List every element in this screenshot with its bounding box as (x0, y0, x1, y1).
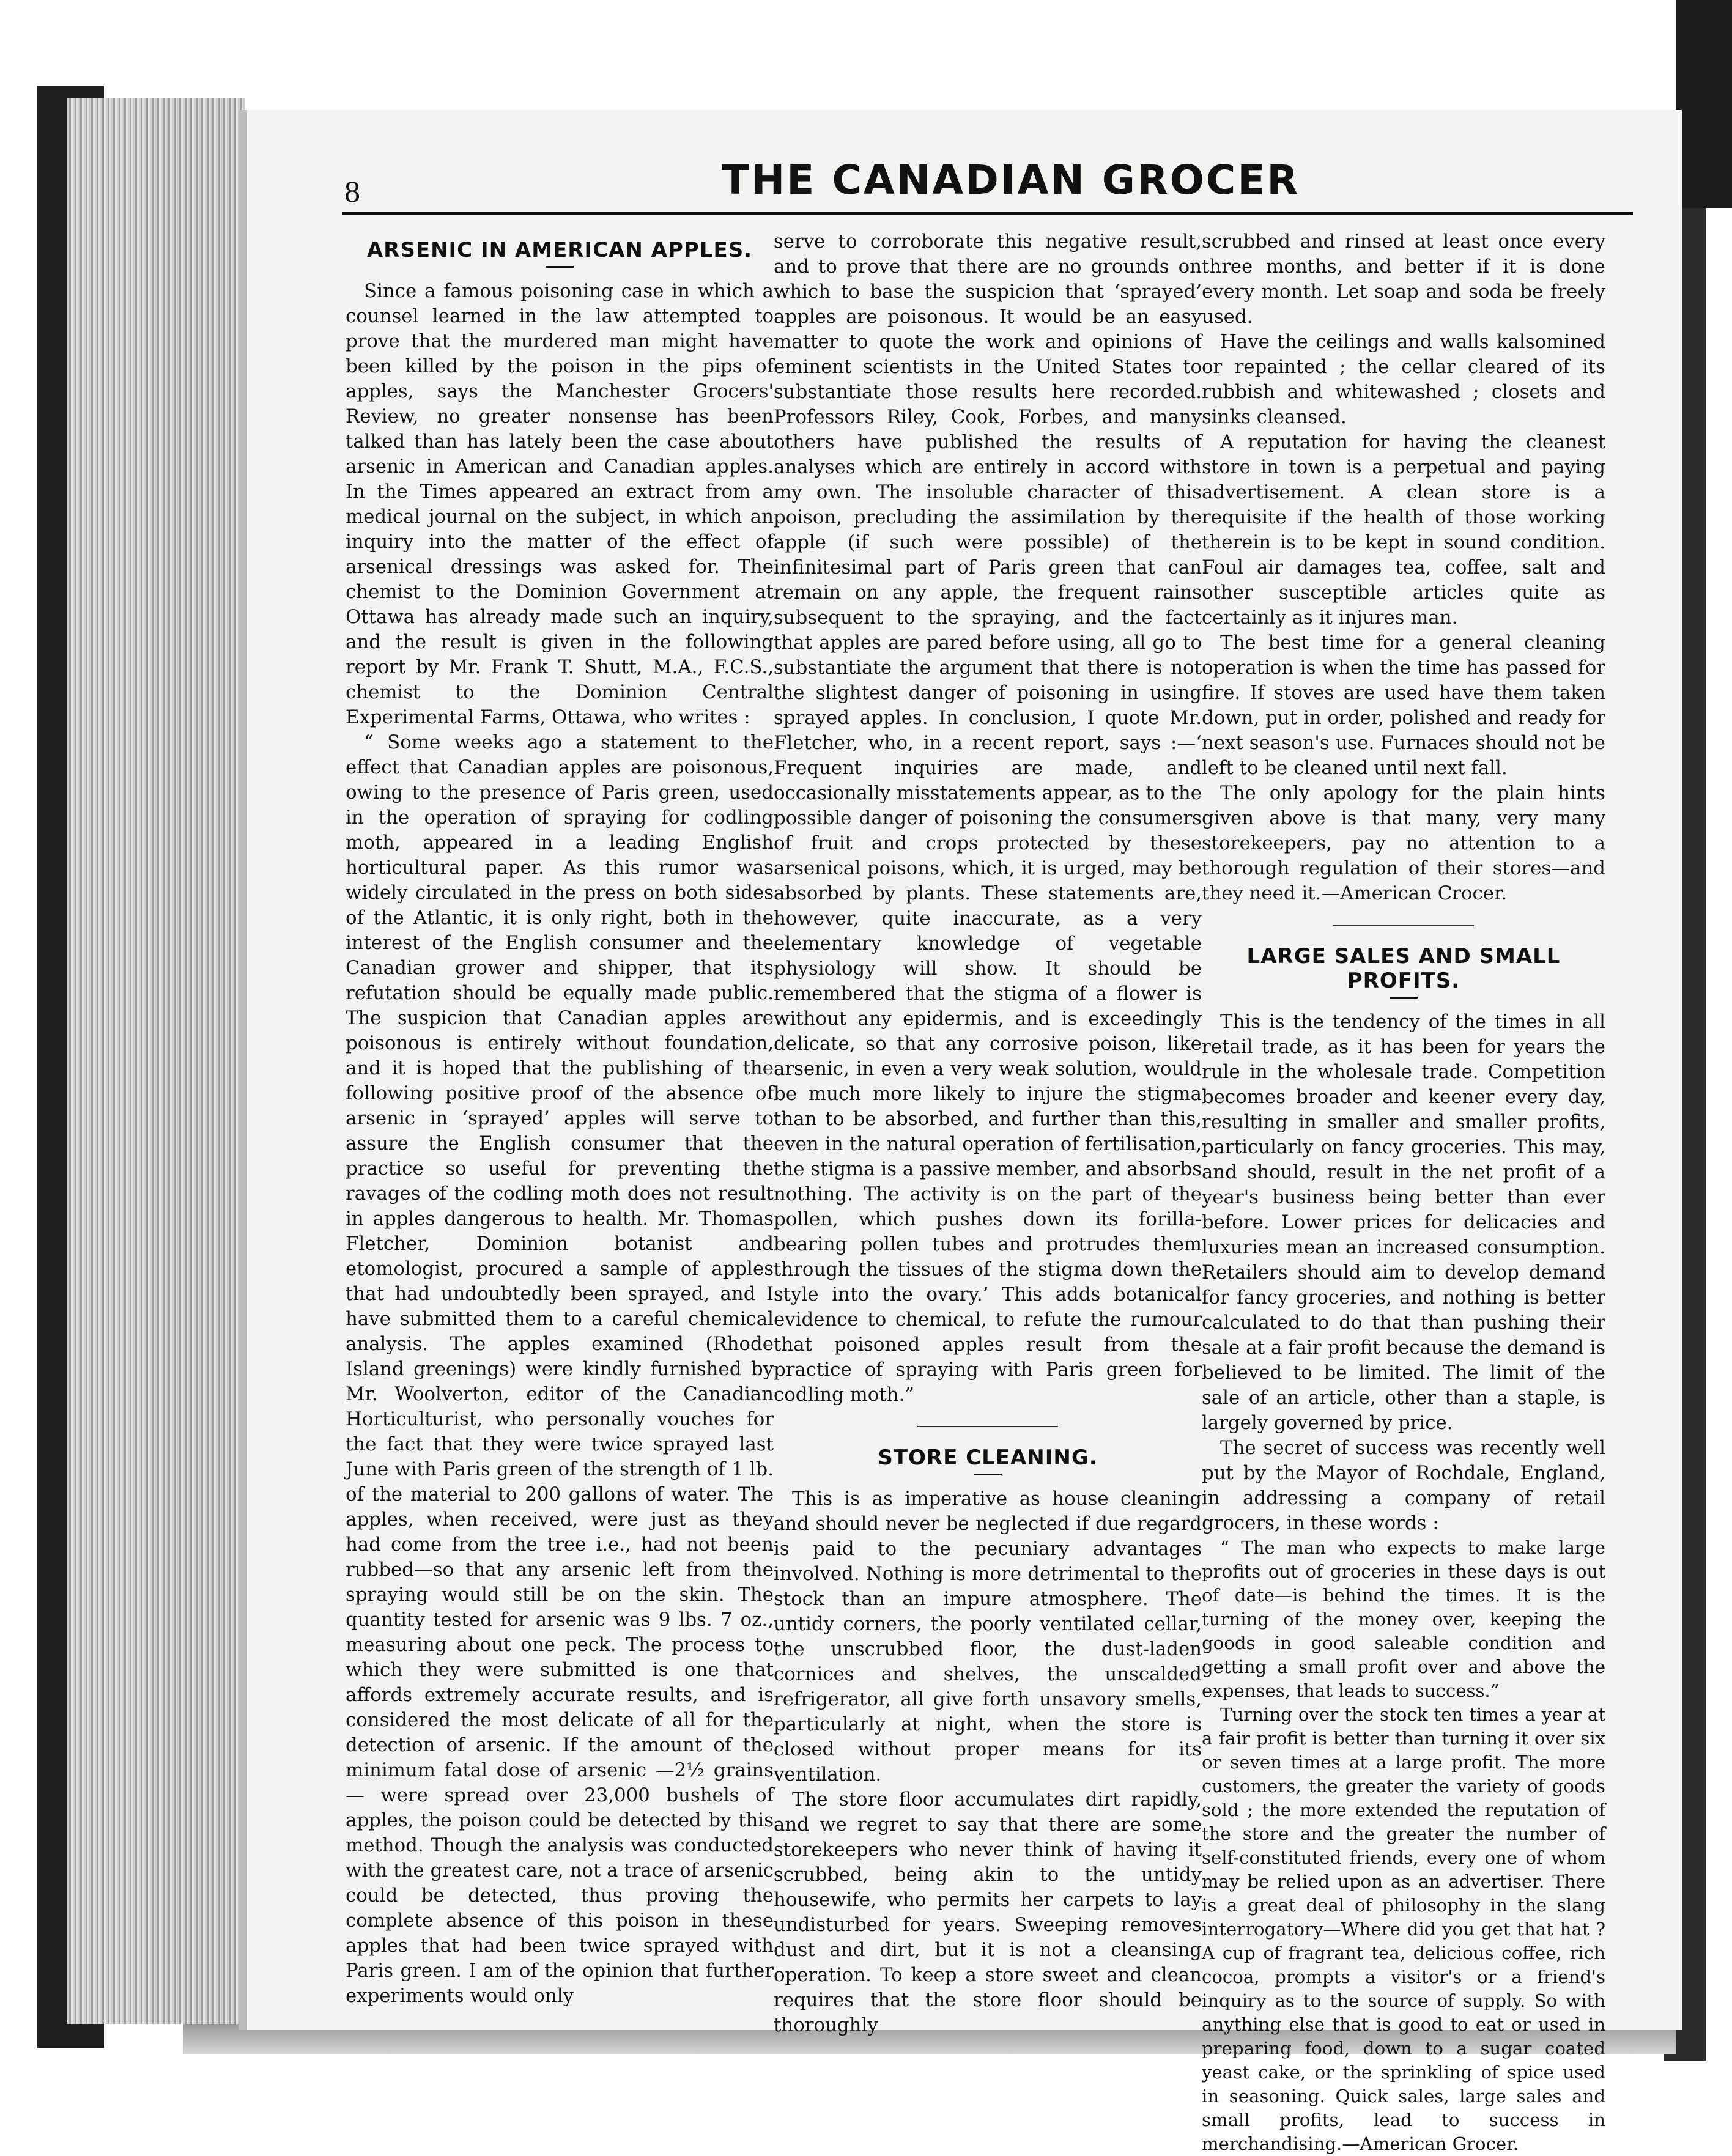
section-divider (917, 1426, 1058, 1427)
article-paragraph: Have the ceilings and walls kalsomined or repainted ; the cellar cleared of its rubbish and whitewashed ; closets and sinks cleansed. (1202, 331, 1605, 428)
book-page-stack (67, 98, 245, 2024)
article-paragraph: Since a famous poisoning case in which a counsel learned in the law attempted to prove that the murdered man might have been killed by the poison in the pips of apples, says the Manchester Grocers' Review, no greater nonsense has been talked than has lately been the case about arsenic in American and Canadian apples. In the Times appeared an extract from a medical journal on the subject, in which an inquiry into the matter of the effect of arsenical dressings was asked for. The chemist to the Dominion Government at Ottawa has already made such an inquiry, and the result is given in the following report by Mr. Frank T. Shutt, M.A., F.C.S., chemist to the Dominion Central Experimental Farms, Ottawa, who writes : (346, 280, 774, 728)
article-paragraph: The secret of success was recently well put by the Mayor of Rochdale, England, in addressing a company of retail grocers, in these words : (1202, 1437, 1605, 1534)
column-2 (774, 229, 1202, 2038)
article-paragraph: The store floor accumulates dirt rapidly, and we regret to say that there are some storekeepers who never think of having it scrubbed, being akin to the untidy housewife, who permits her carpets to lay undisturbed for years. Sweeping removes dust and dirt, but it is not a cleansing operation. To keep a store sweet and clean requires that the store floor should be thoroughly (774, 1789, 1202, 2036)
scan-corner-shadow (1676, 0, 1732, 208)
title-rule (974, 1474, 1002, 1475)
article-title-arsenic: ARSENIC IN AMERICAN APPLES. (366, 238, 753, 262)
article-paragraph-continued: scrubbed and rinsed at least once every three months, and better if it is done every month. Let soap and soda be freely used. (1202, 231, 1605, 328)
article-title-store-cleaning: STORE CLEANING. (878, 1445, 1098, 1470)
article-paragraph: The best time for a general cleaning operation is when the time has passed for fire. If stoves are used have them taken down, put in order, polished and ready for next season's use. Furnaces should not be left to be cleaned until next fall. (1202, 632, 1605, 779)
article-paragraph: This is as imperative as house cleaning and should never be neglected if due regard is paid to the pecuniary advantages involved. Nothing is more detrimental to the stock than an impure atmosphere. The untidy corners, the poorly ventilated cellar, the unscrubbed floor, the dust-laden cornices and shelves, the unscalded refrigerator, all give forth unsavory smells, particularly at night, when the store is closed without proper means for its ventilation. (774, 1488, 1202, 1785)
article-paragraph-continued: serve to corroborate this negative result, and to prove that there are no grounds on which to base the suspicion that ‘sprayed’ apples are poisonous. It would be an easy matter to quote the work and opinions of eminent scientists in the United States to substantiate those results here recorded. Professors Riley, Cook, Forbes, and many others have published the results of analyses which are entirely in accord with my own. The insoluble character of this poison, precluding the assimilation by the apple (if such were possible) of the infinitesimal part of Paris green that can remain on any apple, the frequent rains subsequent to the spraying, and the fact that apples are pared before using, all go to substantiate the argument that there is not the slightest danger of poisoning in using sprayed apples. In conclusion, I quote Mr. Fletcher, who, in a recent report, says :—‘ Frequent inquiries are made, and occasionally misstatements appear, as to the possible danger of poisoning the consumers of fruit and crops protected by these arsenical poisons, which, it is urged, may be absorbed by plants. These statements are, however, quite inaccurate, as a very elementary knowledge of vegetable physiology will show. It should be remembered that the stigma of a flower is without any epidermis, and is exceedingly delicate, so that any corrosive poison, like arsenic, in even a very weak solution, would be much more likely to injure the stigma than to be absorbed, and further than this, even in the natural operation of fertilisation, the stigma is a passive member, and absorbs nothing. The activity is on the part of the pollen, which pushes down its forilla-bearing pollen tubes and protrudes them through the tissues of the stigma down the style into the ovary.’ This adds botanical evidence to chemical, to refute the rumour that poisoned apples result from the practice of spraying with Paris green for codling moth.” (774, 231, 1202, 1406)
article-title-large-sales: LARGE SALES AND SMALL PROFITS. (1246, 944, 1561, 993)
column-1 (346, 229, 774, 2009)
page-number: 8 (344, 177, 361, 209)
section-divider (1333, 925, 1474, 926)
masthead: THE CANADIAN GROCER (722, 157, 1300, 204)
column-3 (1202, 229, 1605, 2156)
title-rule (1390, 997, 1418, 999)
article-paragraph: The only apology for the plain hints given above is that many, very many storekeepers, pay no attention to a thorough regulation of their stores—and they need it.—American Crocer. (1202, 782, 1605, 904)
article-paragraph: A reputation for having the cleanest store in town is a perpetual and paying advertisement. A clean store is a requisite if the health of those working therein is to be kept in sound condition. Foul air damages tea, coffee, salt and other susceptible articles quite as certainly as it injures man. (1202, 431, 1605, 629)
header-rule (342, 212, 1633, 215)
quoted-paragraph: “ The man who expects to make large profits out of groceries in these days is out of date—is behind the times. It is the turning of the money over, keeping the goods in good saleable condition and getting a small profit over and above the expenses, that leads to success.” (1202, 1537, 1605, 1701)
article-paragraph: This is the tendency of the times in all retail trade, as it has been for years the rule in the wholesale trade. Competition becomes broader and keener every day, resulting in smaller and smaller profits, particularly on fancy groceries. This may, and should, result in the net profit of a year's business being better than ever before. Lower prices for delicacies and luxuries mean an increased consumption. Retailers should aim to develop demand for fancy groceries, and nothing is better calculated to do that than pushing their sale at a fair profit because the demand is believed to be limited. The limit of the sale of an article, other than a staple, is largely governed by price. (1202, 1011, 1605, 1434)
title-rule (546, 266, 574, 268)
article-paragraph: Turning over the stock ten times a year at a fair profit is better than turning it over six or seven times at a large profit. The more customers, the greater the variety of goods sold ; the more extended the reputation of the store and the greater the number of self-constituted friends, every one of whom may be relied upon as an advertiser. There is a great deal of philosophy in the slang interrogatory—Where did you get that hat ? A cup of fragrant tea, delicious coffee, rich cocoa, prompts a visitor's or a friend's inquiry as to the source of supply. So with anything else that is good to eat or used in preparing food, down to a sugar coated yeast cake, or the sprinkling of spice used in seasoning. Quick sales, large sales and small profits, lead to success in merchandising.—American Grocer. (1202, 1704, 1605, 2154)
article-paragraph: “ Some weeks ago a statement to the effect that Canadian apples are poisonous, owing to the presence of Paris green, used in the operation of spraying for codling moth, appeared in a leading English horticultural paper. As this rumor was widely circulated in the press on both sides of the Atlantic, it is only right, both in the interest of the English consumer and the Canadian grower and shipper, that its refutation should be equally made public. The suspicion that Canadian apples are poisonous is entirely without foundation, and it is hoped that the publishing of the following positive proof of the absence of arsenic in ‘sprayed’ apples will serve to assure the English consumer that the practice so useful for preventing the ravages of the codling moth does not result in apples dangerous to health. Mr. Thomas Fletcher, Dominion botanist and etomologist, procured a sample of apples that had undoubtedly been sprayed, and I have submitted them to a careful chemical analysis. The apples examined (Rhode Island greenings) were kindly furnished by Mr. Woolverton, editor of the Canadian Horticulturist, who personally vouches for the fact that they were twice sprayed last June with Paris green of the strength of 1 lb. of the material to 200 gallons of water. The apples, when received, were just as they had come from the tree i.e., had not been rubbed—so that any arsenic left from the spraying would still be on the skin. The quantity tested for arsenic was 9 lbs. 7 oz., measuring about one peck. The process to which they were submitted is one that affords extremely accurate results, and is considered the most delicate of all for the detection of arsenic. If the amount of the minimum fatal dose of arsenic —2½ grains — were spread over 23,000 bushels of apples, the poison could be detected by this method. Though the analysis was conducted with the greatest care, not a trace of arsenic could be detected, thus proving the complete absence of this poison in these apples that had been twice sprayed with Paris green. I am of the opinion that further experiments would only (346, 731, 774, 2007)
